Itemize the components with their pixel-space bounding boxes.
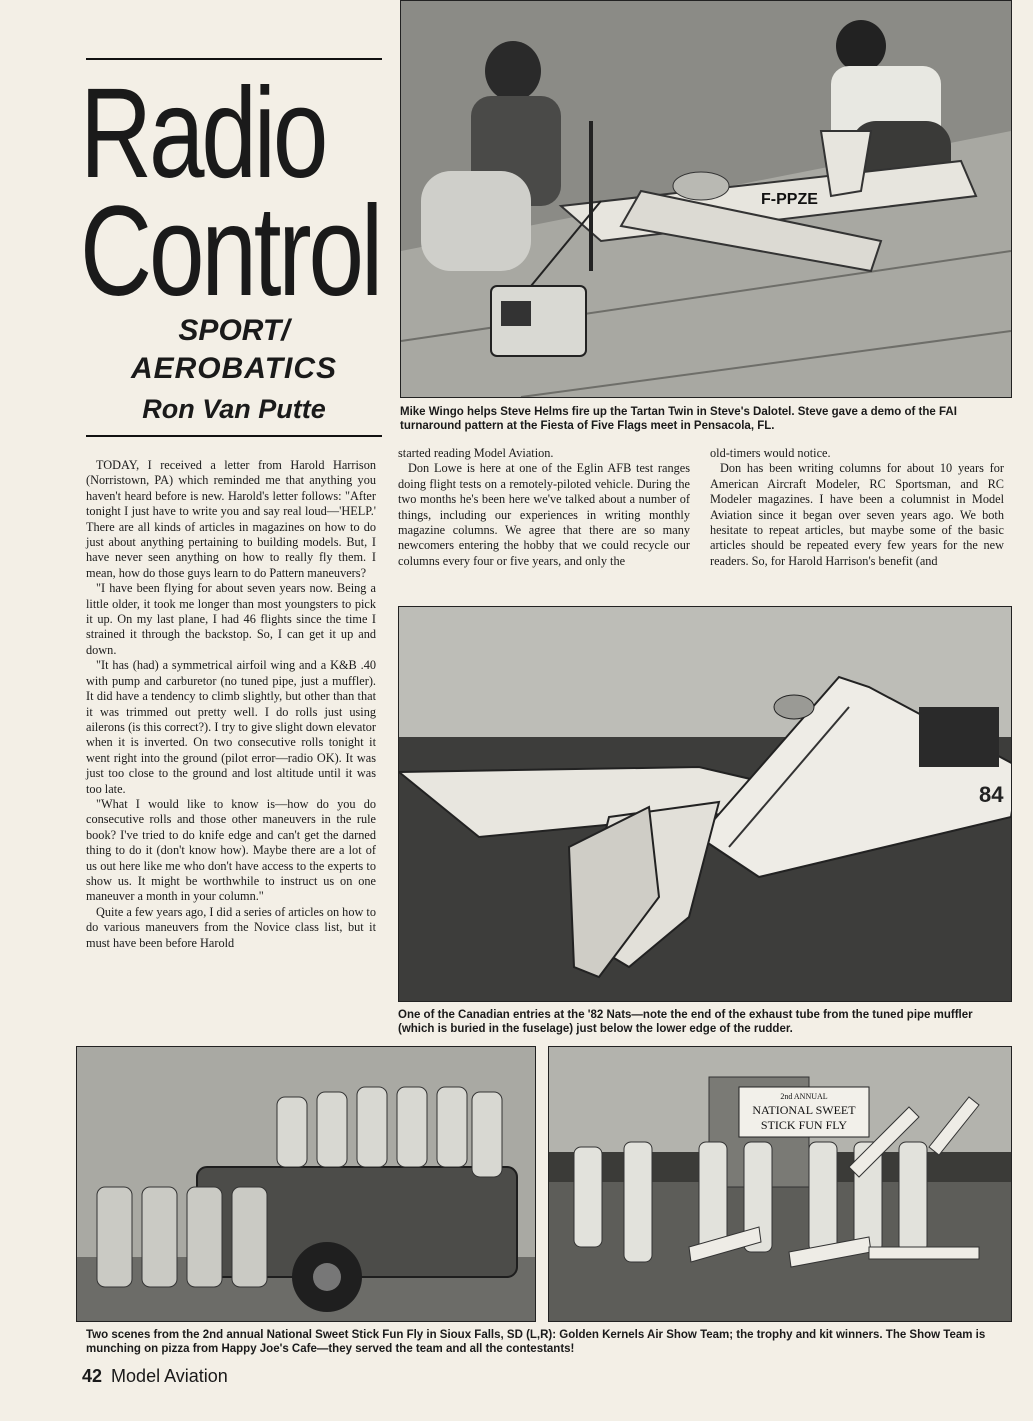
subtitle-line-1: SPORT/ <box>178 314 290 347</box>
header-bottom-rule <box>86 435 382 437</box>
banner-line-1: 2nd ANNUAL <box>780 1092 828 1101</box>
title-line-2: Control <box>80 180 381 323</box>
page-footer <box>82 1366 228 1387</box>
banner-line-2: NATIONAL SWEET <box>752 1103 856 1117</box>
article-column-1 <box>86 458 376 951</box>
top-photo-caption: Mike Wingo helps Steve Helms fire up the Tartan Twin in Steve's Dalotel. Steve gave a demo of the FAI turnaround pattern at the Fiesta of Five Flags meet in Pensacola, FL. <box>400 406 957 432</box>
bottom-left-photo <box>76 1046 536 1322</box>
col1-paragraph: "I have been flying for about seven years now. Being a little older, it took me longer than most youngsters to pick it up. On my last plane, I had 46 flights since the time I strained it through the backstop. So, I can get it up and down. <box>86 581 376 657</box>
bottom-right-photo <box>548 1046 1012 1322</box>
top-photo <box>400 0 1012 398</box>
page-number: 42 <box>82 1366 103 1386</box>
col2-paragraph: Don Lowe is here at one of the Eglin AFB test ranges doing flight tests on a remotely-piloted vehicle. During the two months he's been here we've talked about a number of things, including our experiences in writing monthly magazine columns. We agree that there are so many newcomers entering the hobby that we could recycle our columns every four or five years, and only the <box>398 461 690 568</box>
article-column-3 <box>710 446 1004 569</box>
header-top-rule <box>86 58 382 60</box>
middle-photo <box>398 606 1012 1002</box>
bottom-photos-caption: Two scenes from the 2nd annual National Sweet Stick Fun Fly in Sioux Falls, SD (L,R): Golden Kernels Air Show Team; the trophy and kit winners. The Show Team is munching on pizza from Happy Joe's Cafe—they served the team and all the contestants! <box>86 1329 986 1355</box>
article-column-2 <box>398 446 690 569</box>
plane-number: 84 <box>979 782 1004 807</box>
plane-marking: F-PPZE <box>761 191 818 208</box>
title-line-1: Radio <box>80 62 326 205</box>
col3-paragraph: old-timers would notice. <box>710 446 831 460</box>
col1-paragraph: TODAY, I received a letter from Harold Harrison (Norristown, PA) which reminded me that anything you haven't heard before is new. Harold's letter follows: "After tonight I just have to write you and say real loud—'HELP.' There are all kinds of articles in magazines on how to do just about anything pertaining to building models. But, I have never seen anything on how to really fly them. I mean, how do those guys learn to do Pattern maneuvers? <box>86 458 376 580</box>
author-byline: Ron Van Putte <box>142 394 326 424</box>
col1-paragraph: "What I would like to know is—how do you do consecutive rolls and those other maneuvers in the rule book? I've tried to do knife edge and can't get the darned thing to do it (don't know how). Maybe there are a lot of us out here like me who don't have access to the experts to show us. It might be worthwhile to instruct us on one maneuver a month in your column." <box>86 796 376 904</box>
middle-photo-caption: One of the Canadian entries at the '82 Nats—note the end of the exhaust tube from the tuned pipe muffler (which is buried in the fuselage) just below the lower edge of the rudder. <box>398 1009 973 1035</box>
col1-paragraph: "It has (had) a symmetrical airfoil wing and a K&B .40 with pump and carburetor (no tuned pipe, just a muffler). It did have a tendency to climb slightly, but other than that it was trimmed out pretty well. I do rolls just using ailerons (is this correct?). I try to give slight down elevator when it is inverted. On two consecutive rolls tonight it went right into the ground (pilot error—radio OK). It was just too close to the ground and lost altitude until it was too late. <box>86 658 376 796</box>
col2-paragraph: started reading Model Aviation. <box>398 446 554 460</box>
subtitle-line-2: AEROBATICS <box>130 352 338 385</box>
magazine-name: Model Aviation <box>111 1366 228 1386</box>
col3-paragraph: Don has been writing columns for about 10 years for American Aircraft Modeler, RC Sportsman, and RC Modeler magazines. I have been a columnist in Model Aviation since it began over seven years ago. We both hesitate to repeat articles, but maybe some of the basic articles should be repeated every few years for the new readers. So, for Harold Harrison's benefit (and <box>710 461 1004 568</box>
col1-paragraph: Quite a few years ago, I did a series of articles on how to do various maneuvers from the Novice class list, but it must have been before Harold <box>86 904 377 950</box>
banner-line-3: STICK FUN FLY <box>760 1118 848 1132</box>
